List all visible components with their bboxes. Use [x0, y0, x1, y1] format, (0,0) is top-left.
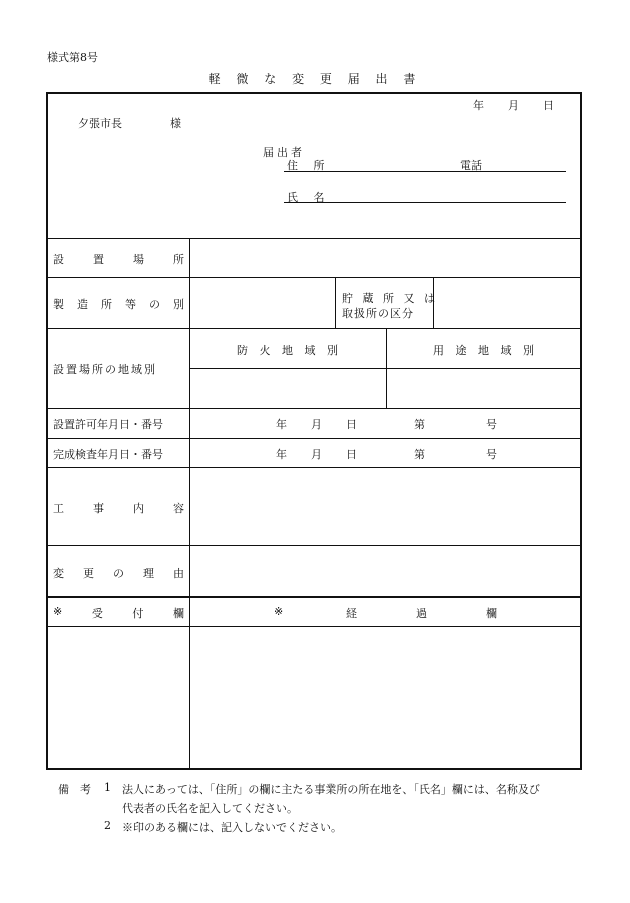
grid-line — [335, 277, 336, 328]
notes-label: 備 考 — [58, 783, 91, 796]
date-year: 年 — [473, 99, 484, 112]
inspection-dai: 第 — [414, 448, 425, 461]
label-location: 設 置 場 所 — [53, 253, 184, 266]
grid-line — [46, 277, 582, 278]
label-fire-zone: 防 火 地 域 別 — [237, 344, 342, 357]
grid-line — [386, 328, 387, 408]
label-work: 工 事 内 容 — [53, 502, 184, 515]
label-facility-type: 製 造 所 等 の 別 — [53, 298, 184, 311]
form-number: 様式第8号 — [47, 51, 98, 64]
note-2-number: 2 — [104, 819, 111, 832]
inspection-go: 号 — [486, 448, 497, 461]
label-reception: ※ 受 付 欄 — [53, 605, 184, 620]
applicant-address-label: 住 所 — [287, 159, 331, 172]
applicant-name-label: 氏 名 — [287, 191, 331, 204]
progress-char-2: 過 — [416, 607, 427, 620]
permit-go: 号 — [486, 418, 497, 431]
inspection-year: 年 — [276, 448, 287, 461]
grid-line — [46, 545, 582, 546]
progress-char-3: 欄 — [486, 607, 497, 620]
applicant-heading: 届出者 — [263, 146, 305, 159]
permit-year: 年 — [276, 418, 287, 431]
grid-line — [46, 438, 582, 439]
inspection-day: 日 — [346, 448, 357, 461]
address-underline — [284, 171, 566, 172]
addressee-honorific: 様 — [170, 117, 181, 130]
grid-line — [46, 596, 582, 598]
note-1-number: 1 — [104, 781, 111, 794]
grid-line — [46, 238, 582, 239]
label-reason: 変 更 の 理 由 — [53, 567, 184, 580]
label-storage-line1: 貯 蔵 所 又 は — [342, 292, 438, 305]
grid-line — [46, 328, 582, 329]
note-2-text: ※印のある欄には、記入しないでください。 — [122, 821, 342, 834]
permit-day: 日 — [346, 418, 357, 431]
label-permit: 設置許可年月日・番号 — [53, 418, 163, 431]
grid-line — [46, 408, 582, 409]
grid-line — [46, 626, 582, 627]
applicant-phone-label: 電話 — [460, 159, 482, 172]
progress-mark: ※ — [274, 605, 284, 618]
permit-dai: 第 — [414, 418, 425, 431]
inspection-month: 月 — [311, 448, 322, 461]
grid-line — [189, 238, 190, 770]
date-day: 日 — [543, 99, 554, 112]
note-1-text-cont: 代表者の氏名を記入してください。 — [122, 802, 298, 815]
label-area-class: 設置場所の地域別 — [53, 363, 157, 376]
name-underline — [284, 202, 566, 203]
label-inspection: 完成検査年月日・番号 — [53, 448, 163, 461]
grid-line — [46, 467, 582, 468]
date-month: 月 — [508, 99, 519, 112]
addressee-name: 夕張市長 — [78, 117, 122, 130]
permit-month: 月 — [311, 418, 322, 431]
label-storage-line2: 取扱所の区分 — [342, 307, 414, 320]
note-1-text: 法人にあっては、「住所」の欄に主たる事業所の所在地を、「氏名」欄には、名称及び — [122, 783, 540, 796]
form-title: 軽 微 な 変 更 届 出 書 — [208, 72, 422, 86]
label-use-zone: 用 途 地 域 別 — [433, 344, 538, 357]
progress-char-1: 経 — [346, 607, 357, 620]
